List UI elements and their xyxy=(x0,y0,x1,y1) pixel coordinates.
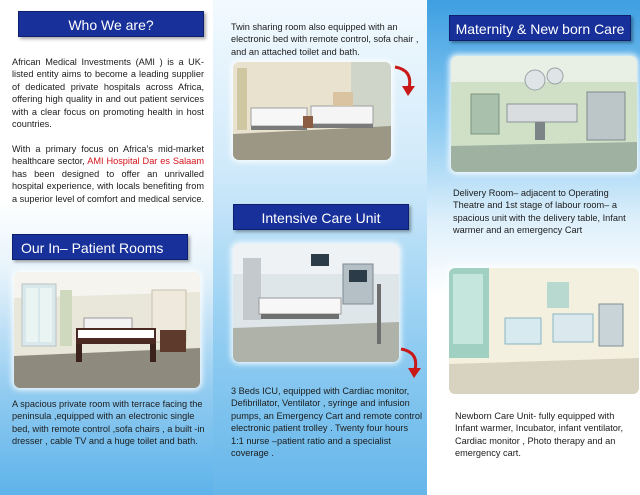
icu-illustration xyxy=(233,244,399,362)
newborn-care-photo xyxy=(449,268,639,394)
paragraph-2-text-b: has been designed to offer an unrivalled hospital experience, with locals benefiting from a superior level of comfort and medical service. xyxy=(12,168,204,204)
twin-room-photo xyxy=(233,62,391,160)
delivery-room-caption: Delivery Room– adjacent to Operating Theatre and 1st stage of labour room– a spacious unit with the delivery table, Infant warmer and an emergency Cart xyxy=(453,188,626,236)
panel-middle xyxy=(213,0,427,495)
who-we-are-paragraph-1: African Medical Investments (AMI ) is a UK-listed entity aims to become a leading supplier of dedicated private hospitals across Africa, offering high quality in and out patient services with a clear focus on promoting health in host countries. xyxy=(12,57,204,130)
paragraph-2-text-a: With a primary focus on Africa’s mid-market healthcare sector, xyxy=(12,144,204,167)
delivery-room-photo xyxy=(451,56,637,172)
newborn-care-illustration xyxy=(449,268,639,394)
icu-photo xyxy=(233,244,399,362)
maternity-title: Maternity & New born Care xyxy=(449,15,631,41)
patient-rooms-title: Our In– Patient Rooms xyxy=(12,234,188,260)
who-we-are-paragraph-2 xyxy=(12,143,204,205)
newborn-care-caption: Newborn Care Unit- fully equipped with Infant warmer, Incubator, infant ventilator, Cardiac monitor , Photo therapy and an emergency cart. xyxy=(455,411,624,459)
ami-hospital-highlight: AMI Hospital Dar es Salaam xyxy=(87,156,204,167)
panel-right xyxy=(427,0,640,495)
who-we-are-title: Who We are? xyxy=(18,11,204,37)
private-room-photo xyxy=(14,272,200,388)
twin-room-caption: Twin sharing room also equipped with an electronic bed with remote control, sofa chair , and an attached toilet and bath. xyxy=(231,22,419,57)
panel-left xyxy=(0,0,213,495)
icu-title: Intensive Care Unit xyxy=(233,204,409,230)
private-room-illustration xyxy=(14,272,200,388)
icu-caption: 3 Beds ICU, equipped with Cardiac monitor, Defibrillator, Ventilator , syringe and infusion pumps, an Emergency Cart and remote control electronic patient trolley . Twenty four hours 1:1 nurse –patient ratio and a specialist coverage . xyxy=(231,386,422,459)
private-room-caption: A spacious private room with terrace facing the peninsula ,equipped with an electronic single bed, with remote control ,sofa chairs , a built -in dresser , cable TV and a huge toilet and bath. xyxy=(12,399,205,447)
twin-room-illustration xyxy=(233,62,391,160)
curved-arrow-icon xyxy=(391,64,417,98)
delivery-room-illustration xyxy=(451,56,637,172)
curved-arrow-icon-2 xyxy=(397,346,423,380)
